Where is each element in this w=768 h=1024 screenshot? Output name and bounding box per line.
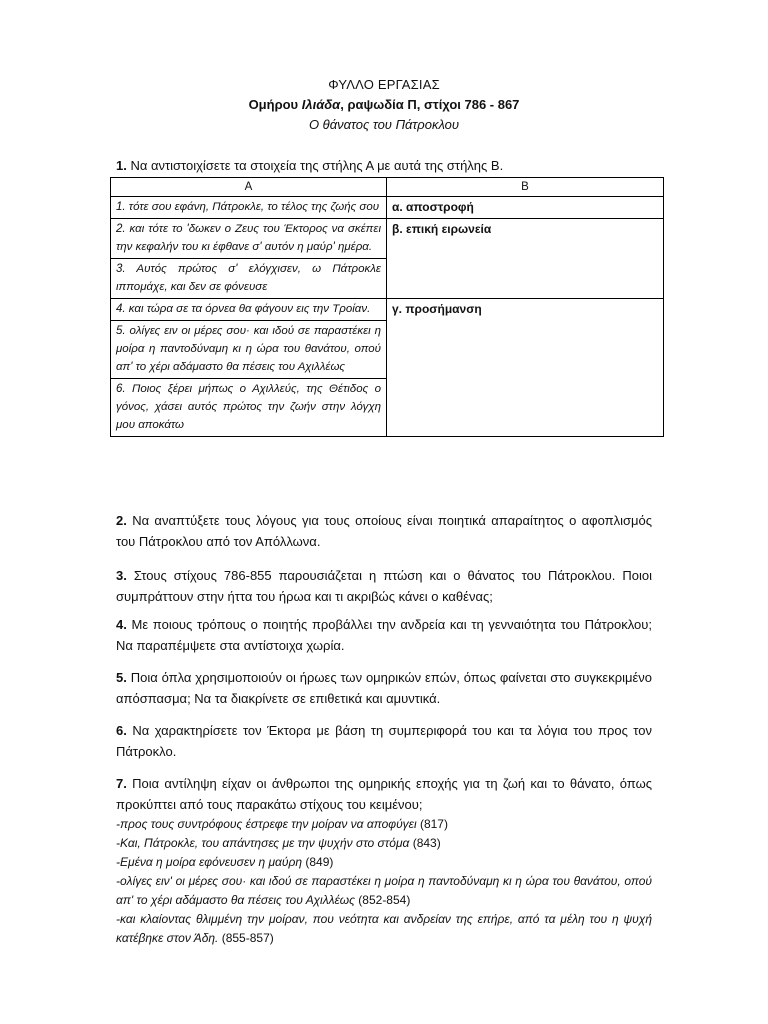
verse-reference: (843) — [412, 836, 441, 850]
question-3 — [116, 565, 652, 607]
item-a-3: 3. Αυτός πρώτος σ' ελόγχισεν, ω Πάτροκλε ιππομάχε, και δεν σε φόνευσε — [111, 259, 387, 299]
question-3-text: Στους στίχους 786-855 παρουσιάζεται η πτώση και ο θάνατος του Πάτροκλου. Ποιοι συμπράττουν στην ήττα του ήρωα και τι ακριβώς κάνει ο καθένας; — [116, 568, 652, 604]
quote-text: -ολίγες ειν' οι μέρες σου· και ιδού σε παραστέκει η μοίρα η παντοδύναμη κι η ώρα του θανάτου, οπού απ' το χέρι αδάμαστο θα πέσεις του Αχιλλέως — [116, 874, 652, 907]
question-1-number: 1. — [116, 158, 127, 173]
question-5 — [116, 667, 652, 709]
quote-text: -Εμένα η μοίρα εφόνευσεν η μαύρη — [116, 855, 306, 869]
question-2-text: Να αναπτύξετε τους λόγους για τους οποίους είναι ποιητικά απαραίτητος ο αφοπλισμός του Πάτροκλου από τον Απόλλωνα. — [116, 513, 652, 549]
item-a-4: 4. και τώρα σε τα όρνεα θα φάγουν εις την Τροίαν. — [111, 299, 387, 321]
question-6-text: Να χαρακτηρίσετε τον Έκτορα με βάση τη συμπεριφορά του και τα λόγια του προς τον Πάτροκλο. — [116, 723, 652, 759]
item-a-5: 5. ολίγες ειν οι μέρες σου· και ιδού σε παραστέκει η μοίρα η παντοδύναμη κι η ώρα του θανάτου, οπού απ' το χέρι αδάμαστο θα πέσεις του Αχιλλέως — [111, 321, 387, 379]
question-4-number: 4. — [116, 617, 127, 632]
column-a-header: Α — [111, 178, 387, 197]
quote-line — [116, 815, 652, 834]
quote-text: -και κλαίοντας θλιμμένη την μοίραν, που νεότητα και ανδρείαν της επήρε, από τα μέλη του η ψυχή κατέβηκε στον Άδη. — [116, 912, 652, 945]
item-b-beta: β. επική ειρωνεία — [387, 219, 664, 299]
item-a-2: 2. και τότε το 'δωκεν ο Ζευς του Έκτορος να σκέπει την κεφαλήν του κι έφθανε σ' αυτόν η μαύρ' ημέρα. — [111, 219, 387, 259]
question-1-text: Να αντιστοιχίσετε τα στοιχεία της στήλης Α με αυτά της στήλης Β. — [126, 158, 504, 173]
question-4 — [116, 614, 652, 656]
question-5-number: 5. — [116, 670, 127, 685]
subtitle-author: Ομήρου — [248, 97, 302, 112]
matching-table — [110, 177, 664, 437]
question-6-number: 6. — [116, 723, 127, 738]
question-4-text: Με ποιους τρόπους ο ποιητής προβάλλει την ανδρεία και τη γενναιότητα του Πάτροκλου; Να παραπέμψετε στα αντίστοιχα χωρία. — [116, 617, 652, 653]
item-a-1: 1. τότε σου εφάνη, Πάτροκλε, το τέλος της ζωής σου — [111, 197, 387, 219]
question-7-text: Ποια αντίληψη είχαν οι άνθρωποι της ομηρικής εποχής για τη ζωή και το θάνατο, όπως προκύπτει από τους παρακάτω στίχους του κειμένου; — [116, 776, 652, 812]
item-a-6: 6. Ποιος ξέρει μήπως ο Αχιλλεύς, της Θέτιδος ο γόνος, χάσει αυτός πρώτος την ζωήν στην λόγχη μου αποκάτω — [111, 379, 387, 437]
question-5-text: Ποια όπλα χρησιμοποιούν οι ήρωες των ομηρικών επών, όπως φαίνεται στο συγκεκριμένο απόσπασμα; Να τα διακρίνετε σε επιθετικά και αμυντικά. — [116, 670, 652, 706]
verse-reference: (849) — [305, 855, 334, 869]
worksheet-header — [0, 75, 768, 135]
table-row — [111, 299, 664, 321]
question-7-number: 7. — [116, 776, 127, 791]
question-6 — [116, 720, 652, 762]
question-1 — [116, 158, 503, 173]
question-2 — [116, 510, 652, 552]
subtitle-work: Ιλιάδα — [301, 97, 341, 112]
item-b-alpha: α. αποστροφή — [387, 197, 664, 219]
verse-reference: (855-857) — [221, 931, 274, 945]
question-7-prompt — [116, 773, 652, 815]
quote-text: -Και, Πάτροκλε, του απάντησες με την ψυχήν στο στόμα — [116, 836, 413, 850]
subtitle-range: , ραψωδία Π, στίχοι 786 - 867 — [340, 97, 520, 112]
worksheet-title: ΦΥΛΛΟ ΕΡΓΑΣΙΑΣ — [328, 77, 440, 92]
verse-reference: (817) — [419, 817, 448, 831]
worksheet-subtitle — [0, 95, 768, 115]
quote-text: -προς τους συντρόφους έστρεφε την μοίραν να αποφύγει — [116, 817, 420, 831]
quote-line — [116, 872, 652, 910]
table-row — [111, 219, 664, 259]
quote-line — [116, 910, 652, 948]
question-2-number: 2. — [116, 513, 127, 528]
quote-line — [116, 853, 652, 872]
table-header-row — [111, 178, 664, 197]
quote-line — [116, 834, 652, 853]
question-7 — [116, 773, 652, 948]
table-row — [111, 197, 664, 219]
verse-reference: (852-854) — [358, 893, 411, 907]
column-b-header: Β — [387, 178, 664, 197]
question-3-number: 3. — [116, 568, 127, 583]
worksheet-theme: Ο θάνατος του Πάτροκλου — [308, 117, 460, 132]
question-7-quotes — [116, 815, 652, 948]
item-b-gamma: γ. προσήμανση — [387, 299, 664, 437]
